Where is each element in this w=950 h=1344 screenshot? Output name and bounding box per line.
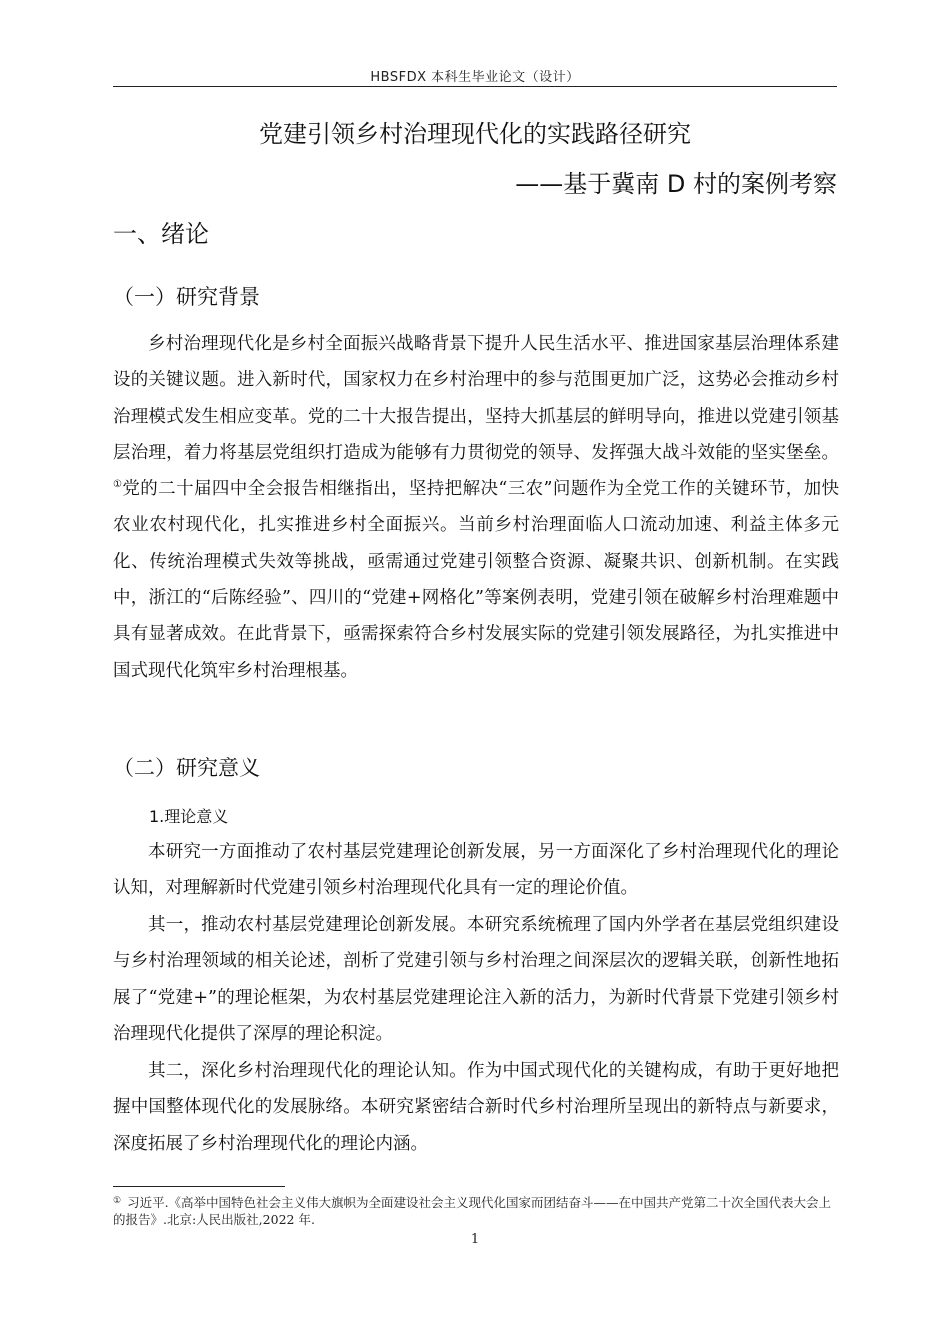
significance-paragraph-1: 本研究一方面推动了农村基层党建理论创新发展，另一方面深化了乡村治理现代化的理论认知，对理解新时代党建引领乡村治理现代化具有一定的理论价值。 <box>113 842 839 899</box>
subsection-heading-background: （一）研究背景 <box>113 285 260 309</box>
background-paragraph <box>113 326 839 689</box>
document-title: 党建引领乡村治理现代化的实践路径研究 <box>259 120 691 148</box>
document-subtitle: ——基于冀南 D 村的案例考察 <box>515 170 837 198</box>
significance-paragraph-2: 其一，推动农村基层党建理论创新发展。本研究系统梳理了国内外学者在基层党组织建设与乡村治理领域的相关论述，剖析了党建引领与乡村治理之间深层次的逻辑关联，创新性地拓展了“党建+”的理论框架，为农村基层党建理论注入新的活力，为新时代背景下党建引领乡村治理现代化提供了深厚的理论积淀。 <box>113 915 839 1044</box>
footnote-separator <box>113 1186 285 1187</box>
footnote-reference[interactable]: ① <box>113 479 123 491</box>
footnote <box>113 1194 839 1228</box>
running-header: HBSFDX 本科生毕业论文（设计） <box>370 70 580 85</box>
subsection-heading-significance: （二）研究意义 <box>113 756 260 780</box>
significance-paragraph-3: 其二，深化乡村治理现代化的理论认知。作为中国式现代化的关键构成，有助于更好地把握中国整体现代化的发展脉络。本研究紧密结合新时代乡村治理所呈现出的新特点与新要求，深度拓展了乡村治理现代化的理论内涵。 <box>113 1061 839 1154</box>
page-number: 1 <box>470 1232 480 1247</box>
background-text-part1: 乡村治理现代化是乡村全面振兴战略背景下提升人民生活水平、推进国家基层治理体系建设的关键议题。进入新时代，国家权力在乡村治理中的参与范围更加广泛，这势必会推动乡村治理模式发生相应变革。党的二十大报告提出，坚持大抓基层的鲜明导向，推进以党建引领基层治理，着力将基层党组织打造成为能够有力贯彻党的领导、发挥强大战斗效能的坚实堡垒。 <box>113 334 839 463</box>
footnote-text: 习近平.《高举中国特色社会主义伟大旗帜为全面建设社会主义现代化国家而团结奋斗——在中国共产党第二十次全国代表大会上的报告》.北京:人民出版社,2022 年. <box>113 1195 832 1227</box>
background-text-part2: 党的二十届四中全会报告相继指出，坚持把解决“三农”问题作为全党工作的关键环节，加快农业农村现代化，扎实推进乡村全面振兴。当前乡村治理面临人口流动加速、利益主体多元化、传统治理模式失效等挑战，亟需通过党建引领整合资源、凝聚共识、创新机制。在实践中，浙江的“后陈经验”、四川的“党建+网格化”等案例表明，党建引领在破解乡村治理难题中具有显著成效。在此背景下，亟需探索符合乡村发展实际的党建引领发展路径，为扎实推进中国式现代化筑牢乡村治理根基。 <box>113 479 839 681</box>
footnote-mark: ① <box>113 1196 122 1206</box>
sub-heading-theoretical-significance: 1.理论意义 <box>149 807 229 826</box>
section-heading-introduction: 一、绪论 <box>113 220 209 248</box>
header-rule <box>113 86 837 87</box>
